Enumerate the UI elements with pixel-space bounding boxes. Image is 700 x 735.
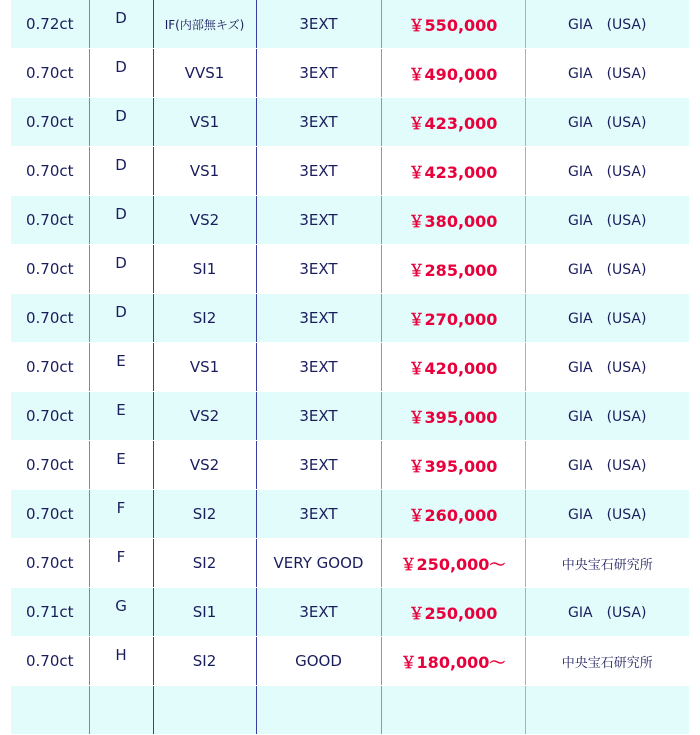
carat-cell: 0.70ct	[11, 392, 89, 441]
grading-lab-cell	[525, 686, 689, 735]
table-row	[11, 490, 689, 539]
price-cell: ￥490,000	[381, 49, 525, 98]
table-row	[11, 588, 689, 637]
carat-cell: 0.70ct	[11, 196, 89, 245]
price-cell: ￥550,000	[381, 0, 525, 49]
color-grade-cell	[89, 294, 153, 343]
carat-cell: 0.70ct	[11, 98, 89, 147]
clarity-cell: IF(内部無キズ)	[153, 0, 256, 49]
clarity-cell: SI2	[153, 637, 256, 686]
price-cell: ￥270,000	[381, 294, 525, 343]
grading-lab-cell: GIA (USA)	[525, 294, 689, 343]
diamond-price-table-container	[11, 0, 689, 735]
carat-cell: 0.70ct	[11, 343, 89, 392]
color-grade-cell	[89, 539, 153, 588]
grading-lab-cell: GIA (USA)	[525, 441, 689, 490]
color-grade-cell	[89, 0, 153, 49]
table-row	[11, 441, 689, 490]
grading-lab-cell: GIA (USA)	[525, 392, 689, 441]
color-grade-value: D	[115, 107, 127, 125]
cut-cell: 3EXT	[256, 245, 381, 294]
color-grade-value: D	[115, 205, 127, 223]
carat-cell: 0.70ct	[11, 637, 89, 686]
price-cell: ￥423,000	[381, 147, 525, 196]
carat-cell: 0.70ct	[11, 294, 89, 343]
grading-lab-cell: GIA (USA)	[525, 98, 689, 147]
table-row	[11, 147, 689, 196]
color-grade-cell	[89, 196, 153, 245]
color-grade-cell	[89, 245, 153, 294]
price-cell: ￥423,000	[381, 98, 525, 147]
color-grade-cell	[89, 490, 153, 539]
carat-cell	[11, 686, 89, 735]
grading-lab-cell: GIA (USA)	[525, 343, 689, 392]
grading-lab-cell: 中央宝石研究所	[525, 637, 689, 686]
color-grade-value: F	[116, 548, 126, 566]
table-row	[11, 49, 689, 98]
clarity-cell: SI2	[153, 294, 256, 343]
clarity-cell: VS2	[153, 196, 256, 245]
table-row	[11, 294, 689, 343]
color-grade-value: D	[115, 9, 127, 27]
color-grade-value: D	[115, 303, 127, 321]
color-grade-value: D	[115, 156, 127, 174]
grading-lab-cell: GIA (USA)	[525, 196, 689, 245]
carat-cell: 0.70ct	[11, 245, 89, 294]
carat-cell: 0.70ct	[11, 147, 89, 196]
table-row	[11, 637, 689, 686]
color-grade-value: G	[115, 597, 127, 615]
color-grade-value: E	[116, 401, 126, 419]
color-grade-value: F	[116, 499, 126, 517]
price-cell: ￥420,000	[381, 343, 525, 392]
color-grade-cell	[89, 343, 153, 392]
table-row	[11, 392, 689, 441]
color-grade-cell	[89, 441, 153, 490]
carat-cell: 0.71ct	[11, 588, 89, 637]
price-cell: ￥180,000〜	[381, 637, 525, 686]
clarity-cell: SI1	[153, 245, 256, 294]
color-grade-cell	[89, 637, 153, 686]
color-grade-value: D	[115, 58, 127, 76]
clarity-cell: VS1	[153, 343, 256, 392]
table-row	[11, 245, 689, 294]
price-cell: ￥285,000	[381, 245, 525, 294]
clarity-cell: VS1	[153, 98, 256, 147]
cut-cell: 3EXT	[256, 343, 381, 392]
color-grade-value: E	[116, 352, 126, 370]
table-row	[11, 0, 689, 49]
table-row	[11, 686, 689, 735]
clarity-cell: VVS1	[153, 49, 256, 98]
cut-cell: 3EXT	[256, 588, 381, 637]
price-cell	[381, 686, 525, 735]
color-grade-cell	[89, 147, 153, 196]
diamond-price-table	[11, 0, 689, 735]
clarity-cell: SI2	[153, 539, 256, 588]
carat-cell: 0.70ct	[11, 539, 89, 588]
color-grade-cell	[89, 588, 153, 637]
clarity-cell: SI1	[153, 588, 256, 637]
cut-cell: 3EXT	[256, 49, 381, 98]
color-grade-value: E	[116, 450, 126, 468]
carat-cell: 0.72ct	[11, 0, 89, 49]
table-row	[11, 196, 689, 245]
color-grade-value: D	[115, 254, 127, 272]
price-cell: ￥395,000	[381, 441, 525, 490]
carat-cell: 0.70ct	[11, 490, 89, 539]
grading-lab-cell: GIA (USA)	[525, 588, 689, 637]
clarity-cell	[153, 686, 256, 735]
grading-lab-cell: GIA (USA)	[525, 245, 689, 294]
cut-cell: 3EXT	[256, 98, 381, 147]
cut-cell: GOOD	[256, 637, 381, 686]
clarity-cell: VS1	[153, 147, 256, 196]
cut-cell: 3EXT	[256, 196, 381, 245]
carat-cell: 0.70ct	[11, 441, 89, 490]
grading-lab-cell: GIA (USA)	[525, 0, 689, 49]
table-body	[11, 0, 689, 735]
price-cell: ￥380,000	[381, 196, 525, 245]
table-row	[11, 343, 689, 392]
cut-cell: 3EXT	[256, 147, 381, 196]
grading-lab-cell: GIA (USA)	[525, 147, 689, 196]
cut-cell	[256, 686, 381, 735]
color-grade-cell	[89, 49, 153, 98]
cut-cell: 3EXT	[256, 392, 381, 441]
color-grade-cell	[89, 686, 153, 735]
table-row	[11, 539, 689, 588]
clarity-cell: SI2	[153, 490, 256, 539]
cut-cell: 3EXT	[256, 294, 381, 343]
price-cell: ￥260,000	[381, 490, 525, 539]
cut-cell: 3EXT	[256, 490, 381, 539]
grading-lab-cell: GIA (USA)	[525, 49, 689, 98]
cut-cell: 3EXT	[256, 441, 381, 490]
cut-cell: 3EXT	[256, 0, 381, 49]
price-cell: ￥395,000	[381, 392, 525, 441]
cut-cell: VERY GOOD	[256, 539, 381, 588]
carat-cell: 0.70ct	[11, 49, 89, 98]
price-cell: ￥250,000	[381, 588, 525, 637]
color-grade-cell	[89, 98, 153, 147]
price-cell: ￥250,000〜	[381, 539, 525, 588]
grading-lab-cell: 中央宝石研究所	[525, 539, 689, 588]
color-grade-cell	[89, 392, 153, 441]
grading-lab-cell: GIA (USA)	[525, 490, 689, 539]
clarity-cell: VS2	[153, 441, 256, 490]
color-grade-value: H	[115, 646, 127, 664]
clarity-cell: VS2	[153, 392, 256, 441]
table-row	[11, 98, 689, 147]
